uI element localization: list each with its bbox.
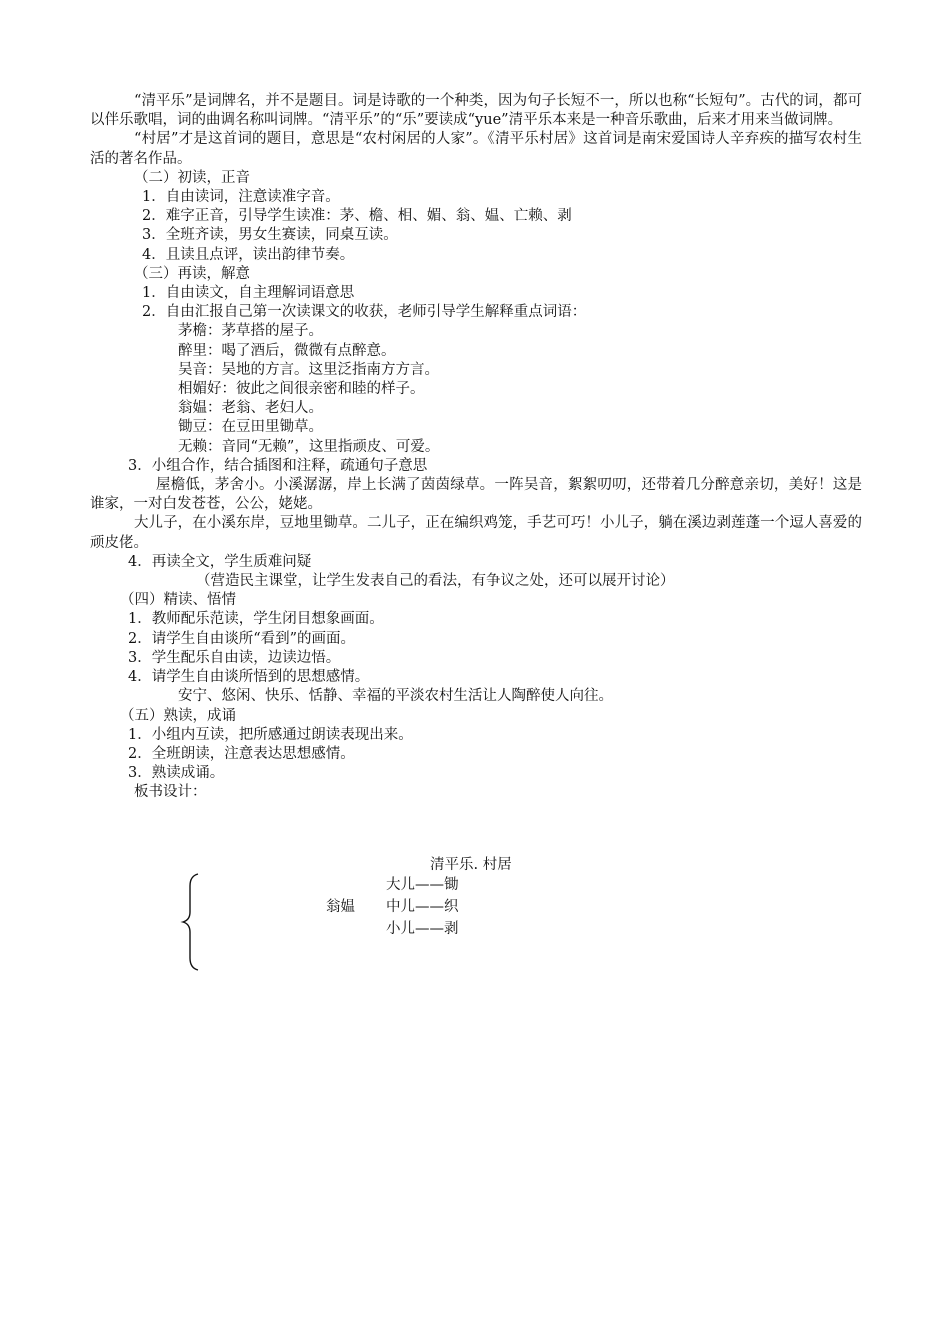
board-design-label: 板书设计： <box>134 784 207 801</box>
board-root-label: 翁媪 <box>326 899 355 915</box>
document-body <box>90 92 862 803</box>
intro-paragraph-1: “清平乐”是词牌名，并不是题目。词是诗歌的一个种类，因为句子长短不一，所以也称“长短句”。古代的词，都可以伴乐歌唱，词的曲调名称叫词牌。“清平乐”的“乐”要读成“yue”清平乐本来是一种音乐歌曲，后来才用来当做词牌。 <box>90 93 862 129</box>
brace-icon <box>180 872 204 972</box>
paraphrase-paragraph-1: 屋檐低，茅舍小。小溪潺潺，岸上长满了茵茵绿草。一阵吴音，絮絮叨叨，还带着几分醉意亲切，美好！这是谁家，一对白发苍苍，公公，姥姥。 <box>90 477 862 513</box>
section-3-note: （营造民主课堂，让学生发表自己的看法，有争议之处，还可以展开讨论） <box>196 573 675 590</box>
section-4-item-2: 2．请学生自由谈所“看到”的画面。 <box>128 630 356 647</box>
section-2-item-3: 3．全班齐读，男女生赛读，同桌互读。 <box>142 227 398 244</box>
section-4-item-4: 4．请学生自由谈所悟到的思想感情。 <box>128 669 370 686</box>
section-3-heading: （三）再读，解意 <box>134 265 250 282</box>
board-title: 清平乐. 村居 <box>430 857 512 873</box>
section-3-item-1: 1．自由读文，自主理解词语意思 <box>142 285 355 302</box>
paraphrase-paragraph-2: 大儿子，在小溪东岸，豆地里锄草。二儿子，正在编织鸡笼，手艺可巧！小儿子，躺在溪边剥莲蓬一个逗人喜爱的顽皮佬。 <box>90 515 862 551</box>
definition-3: 吴音：吴地的方言。这里泛指南方方言。 <box>178 361 439 378</box>
section-4-item-3: 3．学生配乐自由读，边读边悟。 <box>128 649 341 666</box>
section-4-item-1: 1．教师配乐范读，学生闭目想象画面。 <box>128 611 384 628</box>
definition-7: 无赖：音同“无赖”，这里指顽皮、可爱。 <box>178 438 440 455</box>
section-3-item-4: 4．再读全文，学生质难问疑 <box>128 553 312 570</box>
section-4-thought: 安宁、悠闲、快乐、恬静、幸福的平淡农村生活让人陶醉使人向往。 <box>178 688 613 705</box>
definition-2: 醉里：喝了酒后，微微有点醉意。 <box>178 342 396 359</box>
definition-5: 翁媪：老翁、老妇人。 <box>178 400 323 417</box>
section-2-item-2: 2．难字正音，引导学生读准：茅、檐、相、媚、翁、媪、亡赖、剥 <box>142 208 572 225</box>
board-branch-2: 中儿——织 <box>386 899 459 915</box>
section-3-item-2: 2．自由汇报自己第一次读课文的收获，老师引导学生解释重点词语： <box>142 304 587 321</box>
section-2-heading: （二）初读，正音 <box>134 169 250 186</box>
section-4-heading: （四）精读、悟情 <box>120 592 236 609</box>
board-branch-3: 小儿——剥 <box>386 921 459 937</box>
definition-1: 茅檐：茅草搭的屋子。 <box>178 323 323 340</box>
board-branch-1: 大儿——锄 <box>386 877 459 893</box>
definition-6: 锄豆：在豆田里锄草。 <box>178 419 323 436</box>
section-5-heading: （五）熟读，成诵 <box>120 707 236 724</box>
section-5-item-3: 3．熟读成诵。 <box>128 765 225 782</box>
section-2-item-1: 1．自由读词，注意读准字音。 <box>142 189 340 206</box>
section-5-item-1: 1．小组内互读，把所感通过朗读表现出来。 <box>128 726 413 743</box>
definition-4: 相媚好：彼此之间很亲密和睦的样子。 <box>178 381 425 398</box>
intro-paragraph-2: “村居”才是这首词的题目，意思是“农村闲居的人家”。《清平乐村居》这首词是南宋爱国诗人辛弃疾的描写农村生活的著名作品。 <box>90 131 862 167</box>
section-5-item-2: 2．全班朗读，注意表达思想感情。 <box>128 745 355 762</box>
section-3-item-3: 3．小组合作，结合插图和注释，疏通句子意思 <box>128 457 428 474</box>
section-2-item-4: 4．且读且点评，读出韵律节奏。 <box>142 246 355 263</box>
